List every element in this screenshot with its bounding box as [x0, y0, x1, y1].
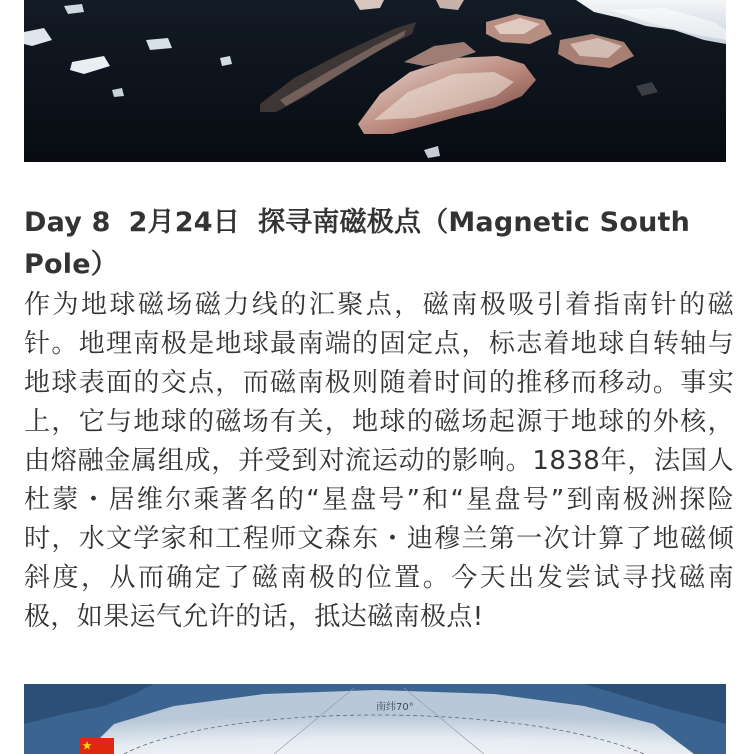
article-heading	[24, 202, 734, 286]
antarctica-map	[24, 684, 726, 754]
china-flag-icon	[80, 738, 114, 754]
day-label: Day 8	[24, 207, 111, 238]
article	[24, 202, 734, 637]
date-label: 2月24日	[128, 207, 240, 238]
article-paragraph: 作为地球磁场磁力线的汇聚点，磁南极吸引着指南针的磁针。地理南极是地球最南端的固定点，标志着地球自转轴与地球表面的交点，而磁南极则随着时间的推移而移动。事实上，它与地球的磁场有关，地球的磁场起源于地球的外核，由熔融金属组成，并受到对流运动的影响。1838年，法国人杜蒙・居维尔乘著名的“星盘号”和“星盘号”到南极洲探险时，水文学家和工程师文森东・迪穆兰第一次计算了地磁倾斜度，从而确定了磁南极的位置。今天出发尝试寻找磁南极，如果运气允许的话，抵达磁南极点!	[24, 290, 734, 632]
antarctic-aerial-photo	[24, 0, 726, 162]
heading-title: 探寻南磁极点（Magnetic South Pole）	[24, 207, 691, 280]
latitude-label: 南纬70°	[376, 702, 414, 713]
